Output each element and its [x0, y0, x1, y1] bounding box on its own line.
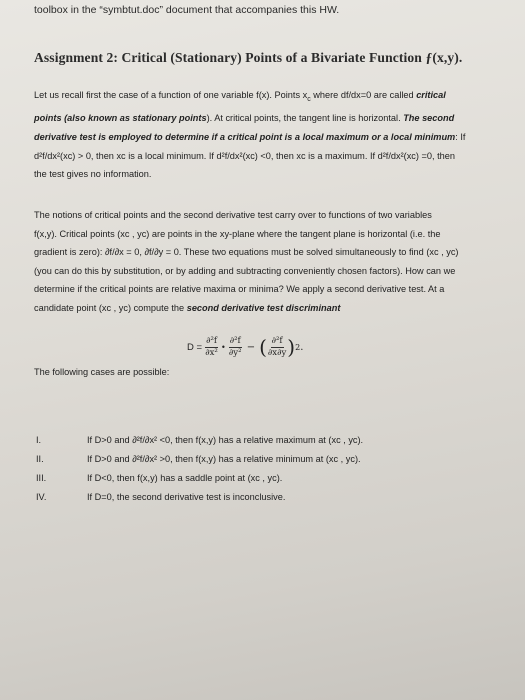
formula-left-paren: ( [259, 335, 267, 359]
header-line: toolbox in the “symbtut.doc” document that accompanies this HW. [34, 4, 340, 16]
fraction-fxx [205, 336, 218, 359]
case-text: If D>0 and ∂²f/∂x² <0, then f(x,y) has a relative maximum at (xᴄ , yᴄ). [87, 434, 364, 445]
p2-line-3: gradient is zero): ∂f/∂x = 0, ∂f/∂y = 0. These two equations must be solved simultaneously to find (xᴄ , yᴄ) [34, 247, 459, 258]
fraction-numerator: ∂²f [206, 335, 218, 346]
paragraph-one-variable [34, 86, 510, 184]
paragraph-two-variables [34, 206, 510, 318]
p2-line-2: f(x,y). Critical points (xᴄ , yᴄ) are points in the xy-plane where the tangent plane is horizontal (i.e. the [34, 228, 441, 239]
p1-text: where df/dx=0 are called [310, 90, 417, 100]
assignment-title: Assignment 2: Critical (Stationary) Points of a Bivariate Function ƒ(x,y). [34, 50, 463, 65]
case-text: If D=0, the second derivative test is inconclusive. [87, 491, 286, 502]
p1-text: ). At critical points, the tangent line is horizontal. [206, 113, 404, 124]
p1-term-critical: critical [416, 90, 446, 100]
fraction-denominator: ∂x∂y [267, 347, 287, 358]
case-numeral: IV. [36, 491, 47, 502]
formula-period: . [300, 341, 304, 353]
fraction-denominator: ∂x² [205, 347, 218, 358]
p1-line-4: d²f/dx²(xᴄ) > 0, then xᴄ is a local minimum. If d²f/dx²(xᴄ) <0, then xᴄ is a maximum. If d²f/dx²(xᴄ) =0, then [34, 150, 455, 161]
p1-line-1 [34, 86, 510, 109]
formula-dot: • [221, 342, 226, 352]
p2-line-1: The notions of critical points and the second derivative test carry over to functions of two variables [34, 210, 432, 220]
list-item [34, 430, 504, 449]
p1-term-test: derivative test is employed to determine if a critical point is a local maximum or a local minimum [34, 132, 456, 143]
cases-list [34, 430, 504, 506]
list-item [34, 487, 504, 506]
case-numeral: III. [36, 472, 47, 483]
formula-minus: − [246, 341, 256, 353]
p1-line-3 [34, 128, 510, 147]
case-numeral: I. [36, 434, 42, 445]
p1-text: : If [455, 132, 466, 143]
fraction-fxy [268, 336, 286, 359]
list-item [34, 468, 504, 487]
p1-term-second: The second [403, 113, 455, 124]
formula-lhs: D = [187, 341, 203, 353]
p1-text: Let us recall first the case of a function of one variable f(x). Points x [34, 90, 308, 100]
p1-line-5: the test gives no information. [34, 169, 152, 180]
p2-line-6 [34, 299, 510, 318]
formula-right-paren: ) [287, 335, 296, 359]
p2-text: candidate point (xᴄ , yᴄ) compute the [34, 302, 187, 313]
p1-term-stationary: stationary points [132, 113, 207, 124]
p1-text: points (also known as [34, 113, 133, 124]
p1-subscript: c [307, 95, 311, 103]
cases-heading: The following cases are possible: [34, 367, 170, 377]
fraction-denominator: ∂y² [228, 347, 242, 358]
p1-line-2 [34, 109, 510, 128]
case-numeral: II. [36, 453, 44, 464]
p2-line-4: (you can do this by substitution, or by adding and subtracting conveniently chosen factors). How can we [34, 265, 456, 276]
fraction-numerator: ∂²f [229, 335, 241, 346]
fraction-numerator: ∂²f [271, 335, 283, 346]
list-item [34, 449, 504, 468]
case-text: If D>0 and ∂²f/∂x² >0, then f(x,y) has a relative minimum at (xᴄ , yᴄ). [87, 453, 361, 464]
case-text: If D<0, then f(x,y) has a saddle point at (xᴄ , yᴄ). [87, 472, 283, 483]
fraction-fyy [229, 336, 242, 359]
formula-exponent: 2 [295, 342, 301, 352]
discriminant-formula [187, 330, 303, 364]
p2-term-discriminant: second derivative test discriminant [186, 302, 341, 313]
p2-line-5: determine if the critical points are relative maxima or minima? We apply a second derivative test. At a [34, 284, 445, 295]
